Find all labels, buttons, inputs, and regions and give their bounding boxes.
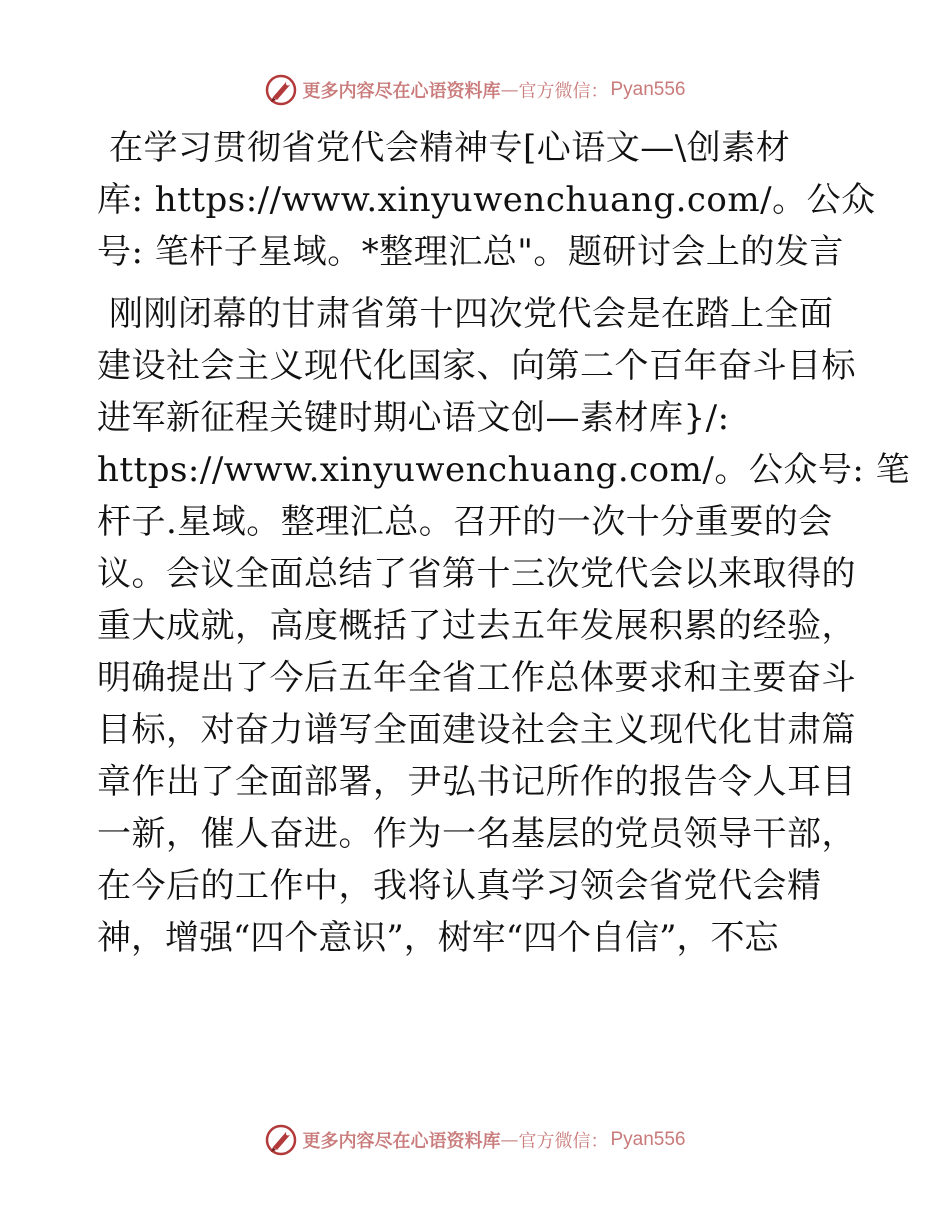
banner-separator: —	[500, 1129, 519, 1151]
title-line: 在学习贯彻省党代会精神专[心语文—\创素材	[109, 128, 791, 168]
banner-wechat-id: Pyan556	[610, 79, 686, 100]
body-line: 进军新征程关键时期心语文创—素材库}/:	[97, 398, 730, 438]
body-line: 杆子.星域。整理汇总。召开的一次十分重要的会	[97, 502, 833, 542]
pen-logo-icon	[264, 73, 298, 107]
body-line: 目标，对奋力谱写全面建设社会主义现代化甘肃篇	[97, 710, 856, 750]
banner-wechat-id: Pyan556	[610, 1129, 686, 1150]
title-line: 号: 笔杆子星域。*整理汇总"。题研讨会上的发言	[97, 232, 844, 272]
body-line: 议。会议全面总结了省第十三次党代会以来取得的	[97, 554, 856, 594]
footer-banner	[0, 1120, 950, 1160]
banner-wechat-label: 官方微信：	[518, 81, 609, 102]
body-line: https://www.xinyuwenchuang.com/。公众号: 笔	[97, 450, 911, 490]
body-line: 建设社会主义现代化国家、向第二个百年奋斗目标	[97, 346, 856, 386]
body-line: 神，增强“四个意识”，树牢“四个自信”，不忘	[97, 918, 779, 958]
banner-main-text: 更多内容尽在心语资料库	[302, 81, 501, 102]
pen-logo-icon	[264, 1123, 298, 1157]
banner-main-text: 更多内容尽在心语资料库	[302, 1131, 501, 1152]
banner-wechat-label: 官方微信：	[518, 1131, 609, 1152]
body-line: 明确提出了今后五年全省工作总体要求和主要奋斗	[97, 658, 856, 698]
body-line: 重大成就，高度概括了过去五年发展积累的经验，	[97, 606, 856, 646]
body-line: 刚刚闭幕的甘肃省第十四次党代会是在踏上全面	[109, 294, 834, 334]
body-line: 一新，催人奋进。作为一名基层的党员领导干部，	[97, 814, 856, 854]
banner-separator: —	[500, 79, 519, 101]
document-body	[97, 122, 911, 964]
title-line: 库: https://www.xinyuwenchuang.com/。公众	[97, 180, 876, 220]
body-line: 章作出了全面部署，尹弘书记所作的报告令人耳目	[97, 762, 856, 802]
body-line: 在今后的工作中，我将认真学习领会省党代会精	[97, 866, 822, 906]
header-banner	[0, 70, 950, 110]
